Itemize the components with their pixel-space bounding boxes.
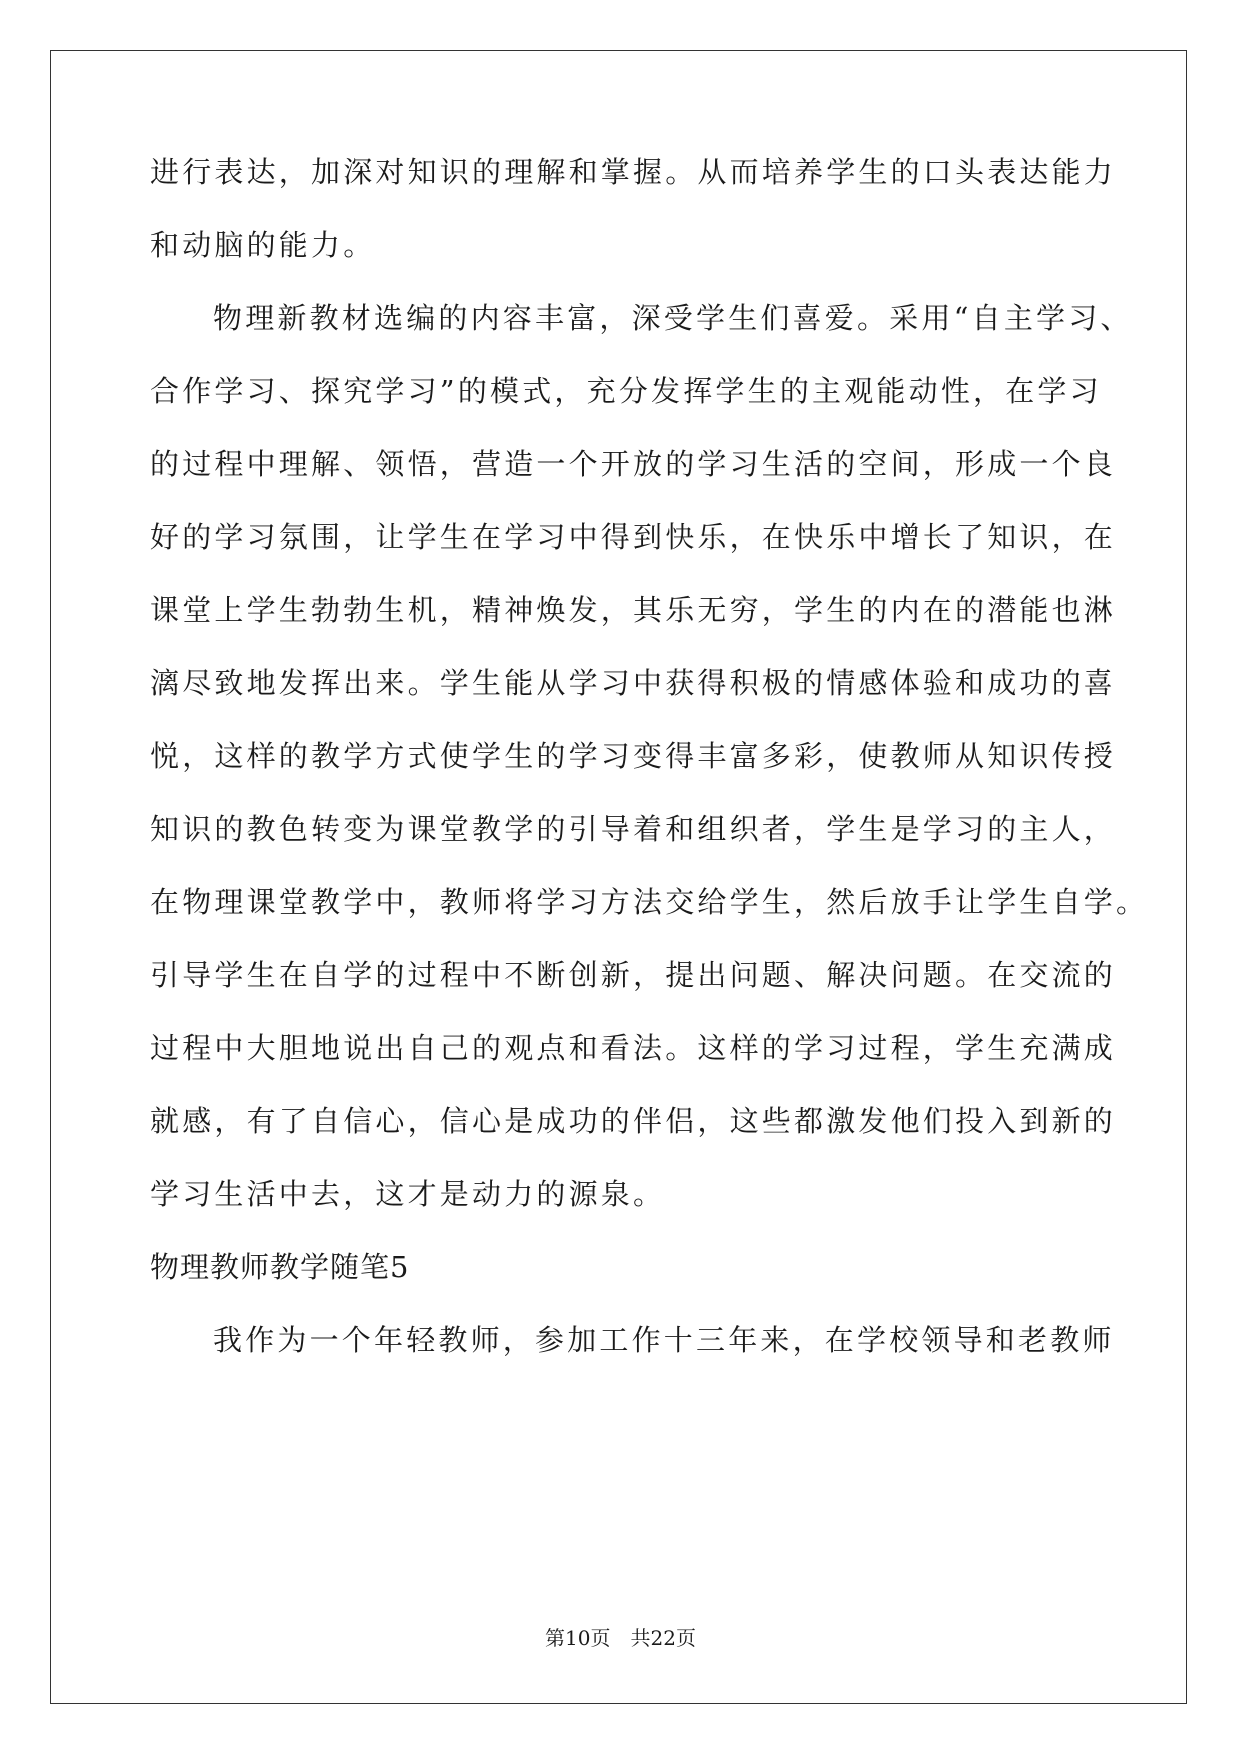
text-line: 进行表达，加深对知识的理解和掌握。从而培养学生的口头表达能力 xyxy=(150,155,1117,189)
text-line: 悦，这样的教学方式使学生的学习变得丰富多彩，使教师从知识传授 xyxy=(150,739,1117,773)
text-line: 在物理课堂教学中，教师将学习方法交给学生，然后放手让学生自学。 xyxy=(150,885,1149,919)
text-line: 学习生活中去，这才是动力的源泉。 xyxy=(150,1177,666,1211)
text-line: 漓尽致地发挥出来。学生能从学习中获得积极的情感体验和成功的喜 xyxy=(150,666,1117,700)
text-line: 的过程中理解、领悟，营造一个开放的学习生活的空间，形成一个良 xyxy=(150,447,1117,481)
section-heading: 物理教师教学随笔5 xyxy=(150,1250,410,1284)
text-line: 合作学习、探究学习”的模式，充分发挥学生的主观能动性，在学习 xyxy=(150,374,1102,408)
text-line: 知识的教色转变为课堂教学的引导着和组织者，学生是学习的主人， xyxy=(150,812,1117,846)
text-line: 好的学习氛围，让学生在学习中得到快乐，在快乐中增长了知识，在 xyxy=(150,520,1117,554)
text-line: 引导学生在自学的过程中不断创新，提出问题、解决问题。在交流的 xyxy=(150,958,1117,992)
text-line: 就感，有了自信心，信心是成功的伴侣，这些都激发他们投入到新的 xyxy=(150,1104,1117,1138)
text-line: 课堂上学生勃勃生机，精神焕发，其乐无穷，学生的内在的潜能也淋 xyxy=(150,593,1117,627)
text-line: 过程中大胆地说出自己的观点和看法。这样的学习过程，学生充满成 xyxy=(150,1031,1117,1065)
text-line: 和动脑的能力。 xyxy=(150,228,376,262)
paragraph-start-line: 我作为一个年轻教师，参加工作十三年来，在学校领导和老教师 xyxy=(213,1323,1115,1357)
paragraph-start-line: 物理新教材选编的内容丰富，深受学生们喜爱。采用“自主学习、 xyxy=(213,301,1133,335)
page-number-footer: 第10页 共22页 xyxy=(545,1626,696,1650)
